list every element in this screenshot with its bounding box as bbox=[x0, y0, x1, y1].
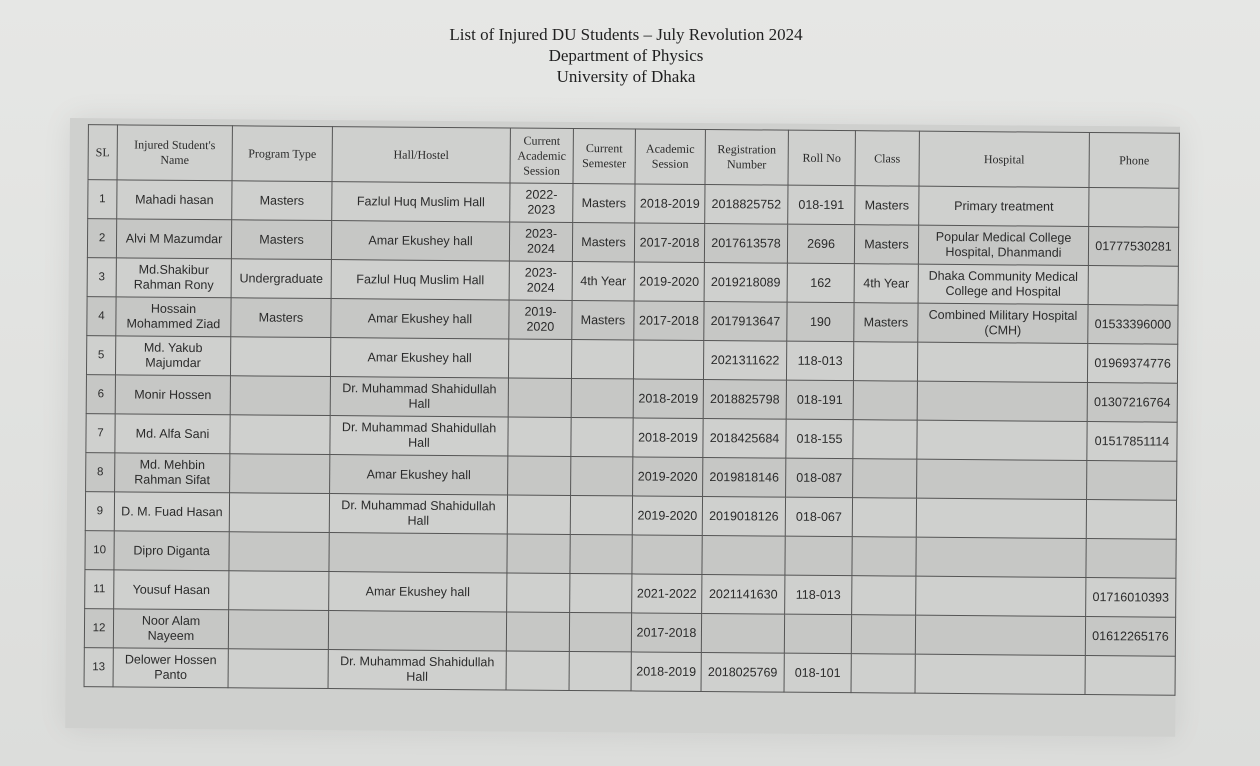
name-cell: Alvi M Mazumdar bbox=[116, 219, 231, 259]
class-cell: 4th Year bbox=[854, 264, 918, 304]
name-cell: Mahadi hasan bbox=[117, 180, 232, 220]
academic-session-cell: 2019-2020 bbox=[634, 262, 704, 302]
academic-session-cell: 2017-2018 bbox=[631, 613, 701, 653]
phone-cell bbox=[1088, 266, 1178, 306]
hospital-cell: Dhaka Community Medical College and Hospital bbox=[918, 264, 1088, 304]
name-cell: Delower Hossen Panto bbox=[113, 648, 228, 688]
col-roll: Roll No bbox=[788, 130, 855, 186]
current-session-cell: 2019-2020 bbox=[509, 300, 572, 339]
current-session-cell: 2022-2023 bbox=[510, 183, 573, 222]
current-session-cell bbox=[508, 456, 571, 495]
academic-session-cell: 2018-2019 bbox=[633, 379, 703, 419]
name-cell: Noor Alam Nayeem bbox=[113, 609, 228, 649]
class-cell: Masters bbox=[855, 186, 919, 226]
name-cell: Md.Shakibur Rahman Rony bbox=[116, 258, 231, 298]
sl-cell: 10 bbox=[85, 531, 114, 570]
semester-cell bbox=[571, 456, 633, 495]
academic-session-cell: 2021-2022 bbox=[632, 574, 702, 614]
sl-cell: 4 bbox=[87, 297, 116, 336]
hospital-cell bbox=[916, 576, 1086, 616]
roll-cell: 018-087 bbox=[786, 458, 853, 498]
current-session-cell bbox=[507, 495, 570, 534]
current-session-cell bbox=[506, 612, 569, 651]
phone-cell bbox=[1087, 460, 1177, 500]
academic-session-cell: 2018-2019 bbox=[631, 652, 701, 692]
document-title: List of Injured DU Students – July Revolution 2024 bbox=[449, 25, 803, 44]
registration-cell: 2021141630 bbox=[702, 574, 785, 614]
registration-cell: 2018025769 bbox=[701, 652, 784, 692]
name-cell: Hossain Mohammed Ziad bbox=[116, 297, 231, 337]
university-name: University of Dhaka bbox=[556, 67, 696, 86]
sl-cell: 1 bbox=[88, 180, 117, 219]
program-cell bbox=[230, 376, 330, 416]
col-registration: Registration Number bbox=[705, 129, 788, 185]
program-cell bbox=[229, 571, 329, 611]
semester-cell bbox=[570, 534, 632, 573]
hall-cell: Amar Ekushey hall bbox=[331, 299, 509, 339]
hall-cell: Amar Ekushey hall bbox=[330, 338, 508, 378]
roll-cell: 118-013 bbox=[785, 575, 852, 615]
roll-cell: 018-191 bbox=[788, 185, 855, 225]
hospital-cell bbox=[917, 420, 1087, 460]
hospital-cell bbox=[916, 537, 1086, 577]
hall-cell: Amar Ekushey hall bbox=[331, 221, 509, 261]
registration-cell: 2017913647 bbox=[704, 301, 787, 341]
registration-cell: 2018825752 bbox=[705, 184, 788, 224]
class-cell bbox=[853, 420, 917, 460]
roll-cell: 018-067 bbox=[785, 497, 852, 537]
class-cell bbox=[852, 537, 916, 577]
hall-cell: Fazlul Huq Muslim Hall bbox=[331, 260, 509, 300]
sl-cell: 2 bbox=[87, 219, 116, 258]
col-program: Program Type bbox=[232, 126, 332, 182]
program-cell bbox=[230, 337, 330, 377]
document-header bbox=[0, 24, 1252, 87]
name-cell: Md. Yakub Majumdar bbox=[115, 336, 230, 376]
class-cell bbox=[851, 615, 915, 655]
sl-cell: 7 bbox=[86, 414, 115, 453]
current-session-cell: 2023-2024 bbox=[509, 261, 572, 300]
hospital-cell bbox=[915, 615, 1085, 655]
injured-students-table bbox=[84, 124, 1180, 696]
academic-session-cell: 2018-2019 bbox=[633, 418, 703, 458]
program-cell: Undergraduate bbox=[231, 259, 331, 299]
academic-session-cell: 2019-2020 bbox=[632, 496, 702, 536]
class-cell bbox=[851, 654, 915, 694]
roll-cell: 118-013 bbox=[786, 341, 853, 381]
name-cell: Md. Mehbin Rahman Sifat bbox=[115, 453, 230, 493]
semester-cell bbox=[570, 573, 632, 612]
col-phone: Phone bbox=[1089, 133, 1179, 189]
table-header-row bbox=[88, 125, 1179, 189]
academic-session-cell bbox=[632, 535, 702, 575]
sl-cell: 6 bbox=[86, 375, 115, 414]
hospital-cell bbox=[917, 342, 1087, 382]
hospital-cell bbox=[916, 498, 1086, 538]
col-sl: SL bbox=[88, 125, 117, 180]
hall-cell bbox=[329, 533, 507, 573]
semester-cell: Masters bbox=[572, 222, 634, 261]
program-cell bbox=[228, 649, 328, 689]
program-cell bbox=[230, 415, 330, 455]
semester-cell: Masters bbox=[573, 183, 635, 222]
col-academic-session: Academic Session bbox=[635, 129, 705, 185]
hospital-cell: Primary treatment bbox=[919, 186, 1089, 226]
class-cell bbox=[853, 342, 917, 382]
class-cell bbox=[852, 576, 916, 616]
roll-cell: 190 bbox=[787, 302, 854, 342]
roll-cell: 018-101 bbox=[784, 653, 851, 693]
sl-cell: 12 bbox=[84, 609, 113, 648]
hospital-cell bbox=[917, 459, 1087, 499]
registration-cell bbox=[701, 613, 784, 653]
table-sheet bbox=[65, 118, 1180, 737]
academic-session-cell: 2018-2019 bbox=[635, 184, 705, 224]
sl-cell: 8 bbox=[86, 453, 115, 492]
table-body bbox=[84, 180, 1179, 696]
academic-session-cell: 2017-2018 bbox=[634, 301, 704, 341]
semester-cell bbox=[569, 612, 631, 651]
hall-cell: Dr. Muhammad Shahidullah Hall bbox=[328, 650, 506, 690]
phone-cell bbox=[1089, 188, 1179, 228]
class-cell: Masters bbox=[854, 303, 918, 343]
phone-cell: 01307216764 bbox=[1087, 382, 1177, 422]
academic-session-cell bbox=[633, 340, 703, 380]
roll-cell bbox=[785, 536, 852, 576]
hall-cell: Fazlul Huq Muslim Hall bbox=[332, 182, 510, 222]
table-row bbox=[84, 648, 1175, 696]
current-session-cell bbox=[507, 534, 570, 573]
hall-cell: Dr. Muhammad Shahidullah Hall bbox=[330, 416, 508, 456]
semester-cell: 4th Year bbox=[572, 261, 634, 300]
roll-cell: 2696 bbox=[787, 224, 854, 264]
hospital-cell bbox=[915, 654, 1085, 694]
current-session-cell bbox=[507, 573, 570, 612]
semester-cell bbox=[569, 651, 631, 690]
registration-cell: 2018425684 bbox=[703, 418, 786, 458]
hall-cell: Dr. Muhammad Shahidullah Hall bbox=[330, 377, 508, 417]
col-name: Injured Student's Name bbox=[117, 125, 232, 181]
class-cell bbox=[853, 459, 917, 499]
hospital-cell: Combined Military Hospital (CMH) bbox=[918, 303, 1088, 343]
roll-cell: 018-191 bbox=[786, 380, 853, 420]
program-cell: Masters bbox=[232, 181, 332, 221]
hospital-cell bbox=[917, 381, 1087, 421]
registration-cell: 2021311622 bbox=[703, 340, 786, 380]
phone-cell: 01533396000 bbox=[1088, 305, 1178, 345]
col-current-session: Current Academic Session bbox=[510, 128, 573, 183]
current-session-cell bbox=[506, 651, 569, 690]
sl-cell: 5 bbox=[86, 336, 115, 375]
name-cell: Monir Hossen bbox=[115, 375, 230, 415]
registration-cell: 2017613578 bbox=[704, 223, 787, 263]
registration-cell: 2018825798 bbox=[703, 379, 786, 419]
registration-cell: 2019818146 bbox=[703, 457, 786, 497]
col-class: Class bbox=[855, 131, 919, 187]
semester-cell bbox=[570, 495, 632, 534]
name-cell: D. M. Fuad Hasan bbox=[114, 492, 229, 532]
program-cell bbox=[229, 532, 329, 572]
name-cell: Yousuf Hasan bbox=[114, 570, 229, 610]
program-cell bbox=[230, 454, 330, 494]
roll-cell: 162 bbox=[787, 263, 854, 303]
semester-cell: Masters bbox=[572, 300, 634, 339]
program-cell bbox=[228, 610, 328, 650]
current-session-cell bbox=[508, 417, 571, 456]
phone-cell bbox=[1085, 655, 1175, 695]
hall-cell: Amar Ekushey hall bbox=[329, 572, 507, 612]
col-hall: Hall/Hostel bbox=[332, 127, 510, 183]
roll-cell: 018-155 bbox=[786, 419, 853, 459]
semester-cell bbox=[571, 417, 633, 456]
registration-cell bbox=[702, 535, 785, 575]
name-cell: Md. Alfa Sani bbox=[115, 414, 230, 454]
phone-cell bbox=[1086, 499, 1176, 539]
phone-cell bbox=[1086, 538, 1176, 578]
current-session-cell: 2023-2024 bbox=[509, 222, 572, 261]
registration-cell: 2019218089 bbox=[704, 262, 787, 302]
current-session-cell bbox=[508, 378, 571, 417]
semester-cell bbox=[571, 378, 633, 417]
class-cell: Masters bbox=[854, 225, 918, 265]
class-cell bbox=[852, 498, 916, 538]
phone-cell: 01517851114 bbox=[1087, 421, 1177, 461]
phone-cell: 01969374776 bbox=[1087, 344, 1177, 384]
sl-cell: 11 bbox=[85, 570, 114, 609]
phone-cell: 01716010393 bbox=[1086, 577, 1176, 617]
semester-cell bbox=[571, 339, 633, 378]
program-cell: Masters bbox=[231, 220, 331, 260]
program-cell bbox=[229, 493, 329, 533]
current-session-cell bbox=[508, 339, 571, 378]
department-name: Department of Physics bbox=[548, 46, 704, 65]
hall-cell bbox=[328, 611, 506, 651]
sl-cell: 9 bbox=[85, 492, 114, 531]
hospital-cell: Popular Medical College Hospital, Dhanmandi bbox=[918, 225, 1088, 265]
program-cell: Masters bbox=[231, 298, 331, 338]
name-cell: Dipro Diganta bbox=[114, 531, 229, 571]
sl-cell: 3 bbox=[87, 258, 116, 297]
registration-cell: 2019018126 bbox=[702, 496, 785, 536]
hall-cell: Amar Ekushey hall bbox=[330, 455, 508, 495]
academic-session-cell: 2019-2020 bbox=[633, 457, 703, 497]
phone-cell: 01777530281 bbox=[1088, 227, 1178, 267]
sl-cell: 13 bbox=[84, 648, 113, 687]
hall-cell: Dr. Muhammad Shahidullah Hall bbox=[329, 494, 507, 534]
col-hospital: Hospital bbox=[919, 131, 1089, 187]
phone-cell: 01612265176 bbox=[1085, 616, 1175, 656]
academic-session-cell: 2017-2018 bbox=[634, 223, 704, 263]
col-semester: Current Semester bbox=[573, 128, 635, 183]
class-cell bbox=[853, 381, 917, 421]
roll-cell bbox=[784, 614, 851, 654]
